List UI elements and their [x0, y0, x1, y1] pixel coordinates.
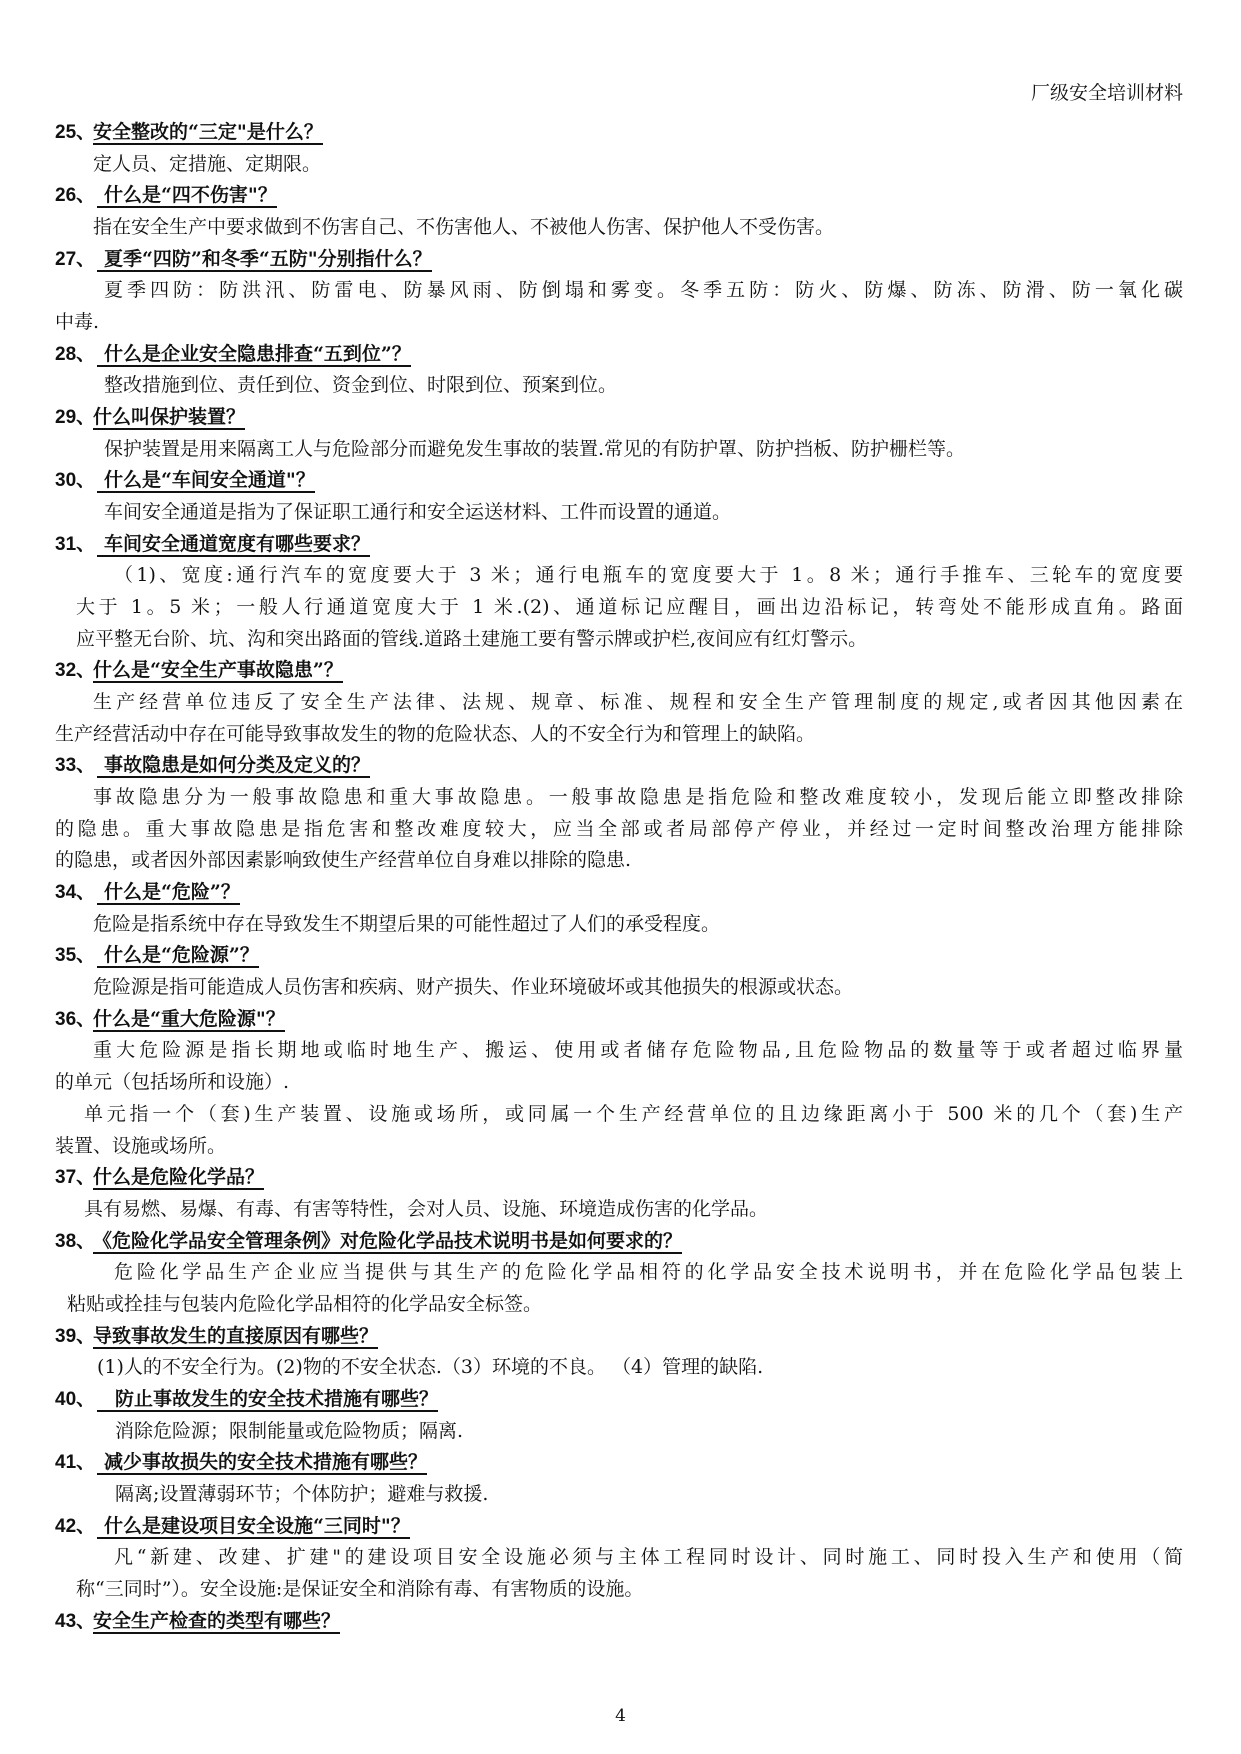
question-text: 什么是“四不伤害"？	[97, 184, 277, 208]
question-text: 减少事故损失的安全技术措施有哪些？	[97, 1451, 427, 1475]
qa-item-29	[0, 402, 1241, 465]
question-text: 夏季“四防”和冬季“五防"分别指什么？	[97, 248, 432, 272]
question-text: 什么是“危险”？	[97, 881, 240, 905]
question-line	[0, 244, 1241, 276]
answer-line: 危险化学品生产企业应当提供与其生产的危险化学品相符的化学品安全技术说明书，并在危险化学品包装上	[114, 1261, 1183, 1284]
answer-line: 称“三同时”）。安全设施:是保证安全和消除有毒、有害物质的设施。	[76, 1577, 644, 1600]
answer-line: 生产经营活动中存在可能导致事故发生的物的危险状态、人的不安全行为和管理上的缺陷。	[55, 722, 816, 745]
qa-item-36	[0, 1004, 1241, 1162]
question-text: 《危险化学品安全管理条例》对危险化学品技术说明书是如何要求的？	[93, 1229, 683, 1252]
question-line	[0, 1226, 1241, 1258]
question-number: 33、	[55, 755, 96, 777]
question-number: 40、	[55, 1388, 96, 1410]
question-number: 39、	[55, 1325, 96, 1347]
answer-line: 夏季四防：防洪汛、防雷电、防暴风雨、防倒塌和雾变。冬季五防：防火、防爆、防冻、防滑、防一氧化碳	[104, 279, 1183, 302]
qa-item-38	[0, 1226, 1241, 1321]
question-text: 防止事故发生的安全技术措施有哪些？	[97, 1388, 438, 1412]
answer-line: 凡“新建、改建、扩建"的建设项目安全设施必须与主体工程同时设计、同时施工、同时投入生产和使用（简	[114, 1546, 1183, 1569]
qa-item-35	[0, 940, 1241, 1003]
question-number: 37、	[55, 1167, 96, 1189]
question-number: 41、	[55, 1452, 96, 1474]
question-line	[0, 339, 1241, 371]
answer-line: 的隐患。重大事故隐患是指危害和整改难度较大，应当全部或者局部停产停业，并经过一定时间整改治理方能排除	[55, 817, 1183, 840]
question-line	[0, 940, 1241, 972]
answer-line: 危险是指系统中存在导致发生不期望后果的可能性超过了人们的承受程度。	[93, 912, 721, 935]
qa-item-40	[0, 1384, 1241, 1447]
question-line	[0, 1606, 1241, 1638]
qa-item-43	[0, 1606, 1241, 1638]
question-number: 27、	[55, 248, 96, 270]
qa-item-27	[0, 244, 1241, 339]
answer-line: 危险源是指可能造成人员伤害和疾病、财产损失、作业环境破坏或其他损失的根源或状态。	[93, 976, 854, 999]
answer-line: 定人员、定措施、定期限。	[93, 152, 322, 175]
qa-item-41	[0, 1447, 1241, 1510]
question-line	[0, 402, 1241, 434]
page-number: 4	[615, 1706, 626, 1726]
qa-list	[0, 117, 1241, 1637]
answer-line: 事故隐患分为一般事故隐患和重大事故隐患。一般事故隐患是指危险和整改难度较小，发现后能立即整改排除	[93, 786, 1183, 809]
qa-item-25	[0, 117, 1241, 180]
answer-line: 生产经营单位违反了安全生产法律、法规、规章、标准、规程和安全生产管理制度的规定,或者因其他因素在	[93, 691, 1183, 714]
qa-item-34	[0, 877, 1241, 940]
qa-item-32	[0, 655, 1241, 750]
answer-line: 消除危险源；限制能量或危险物质；隔离.	[115, 1419, 464, 1442]
question-line	[0, 877, 1241, 909]
answer-line: 隔离;设置薄弱环节；个体防护；避难与救援.	[115, 1482, 489, 1505]
question-number: 32、	[55, 660, 96, 682]
question-text: 车间安全通道宽度有哪些要求？	[97, 533, 370, 557]
question-line	[0, 655, 1241, 687]
question-number: 25、	[55, 122, 96, 143]
answer-line: 应平整无台阶、坑、沟和突出路面的管线.道路土建施工要有警示牌或护栏,夜间应有红灯警示。	[76, 627, 868, 650]
question-number: 35、	[55, 945, 96, 967]
question-line	[0, 1004, 1241, 1036]
answer-line: 车间安全通道是指为了保证职工通行和安全运送材料、工件而设置的通道。	[104, 501, 732, 524]
question-number: 42、	[55, 1515, 96, 1537]
question-line	[0, 1447, 1241, 1479]
answer-line: 整改措施到位、责任到位、资金到位、时限到位、预案到位。	[104, 374, 618, 397]
page-header-title: 厂级安全培训材料	[1030, 82, 1183, 104]
answer-line: 大于 1。5 米；一般人行通道宽度大于 1 米.(2)、通道标记应醒目，画出边沿标记，转弯处不能形成直角。路面	[76, 596, 1183, 619]
qa-item-33	[0, 750, 1241, 877]
question-number: 28、	[55, 343, 96, 365]
question-line	[0, 1511, 1241, 1543]
qa-item-42	[0, 1511, 1241, 1606]
question-text: 什么是建设项目安全设施“三同时"？	[97, 1515, 410, 1539]
question-line	[0, 750, 1241, 782]
answer-line: 中毒.	[55, 311, 100, 334]
question-line	[0, 117, 1241, 149]
answer-line: 具有易燃、易爆、有毒、有害等特性，会对人员、设施、环境造成伤害的化学品。	[84, 1197, 769, 1220]
question-text: 什么是“车间安全通道"？	[97, 469, 315, 493]
qa-item-31	[0, 529, 1241, 656]
question-text: 什么是“重大危险源"？	[93, 1007, 285, 1030]
question-text: 导致事故发生的直接原因有哪些？	[93, 1324, 379, 1347]
answer-line: (1)人的不安全行为。(2)物的不安全状态.（3）环境的不良。 （4）管理的缺陷.	[97, 1356, 764, 1379]
question-line	[0, 1321, 1241, 1353]
question-text: 什么是企业安全隐患排查“五到位”？	[97, 343, 411, 367]
qa-item-28	[0, 339, 1241, 402]
question-number: 30、	[55, 470, 96, 492]
question-line	[0, 529, 1241, 561]
qa-item-39	[0, 1321, 1241, 1384]
answer-line: 粘贴或拴挂与包装内危险化学品相符的化学品安全标签。	[67, 1292, 543, 1315]
question-text: 什么叫保护装置？	[93, 406, 246, 429]
answer-line: 的单元（包括场所和设施）.	[55, 1071, 290, 1094]
answer-line: 重大危险源是指长期地或临时地生产、搬运、使用或者储存危险物品,且危险物品的数量等于或者超过临界量	[93, 1039, 1183, 1062]
answer-line: （1)、宽度:通行汽车的宽度要大于 3 米；通行电瓶车的宽度要大于 1。8 米；通行手推车、三轮车的宽度要	[114, 564, 1183, 587]
answer-line: 装置、设施或场所。	[55, 1134, 227, 1157]
question-number: 29、	[55, 407, 96, 429]
question-number: 36、	[55, 1008, 96, 1030]
question-number: 34、	[55, 882, 96, 904]
answer-line: 保护装置是用来隔离工人与危险部分而避免发生事故的装置.常见的有防护罩、防护挡板、防护栅栏等。	[104, 437, 966, 460]
qa-item-37	[0, 1162, 1241, 1225]
question-number: 38、	[55, 1230, 96, 1252]
question-number: 26、	[55, 185, 96, 207]
question-text: 什么是危险化学品？	[93, 1166, 265, 1189]
question-line	[0, 180, 1241, 212]
qa-item-30	[0, 465, 1241, 528]
question-text: 什么是“安全生产事故隐患”？	[93, 659, 343, 682]
question-text: 安全生产检查的类型有哪些？	[93, 1609, 341, 1632]
question-text: 安全整改的“三定"是什么？	[93, 121, 323, 143]
question-number: 31、	[55, 533, 96, 555]
qa-item-26	[0, 180, 1241, 243]
question-line	[0, 1162, 1241, 1194]
answer-line: 的隐患，或者因外部因素影响致使生产经营单位自身难以排除的隐患.	[55, 849, 632, 872]
answer-line: 指在安全生产中要求做到不伤害自己、不伤害他人、不被他人伤害、保护他人不受伤害。	[93, 216, 835, 239]
question-line	[0, 465, 1241, 497]
question-text: 什么是“危险源”？	[97, 944, 259, 968]
question-text: 事故隐患是如何分类及定义的？	[97, 754, 370, 778]
question-number: 43、	[55, 1610, 96, 1632]
question-line	[0, 1384, 1241, 1416]
answer-line: 单元指一个（套)生产装置、设施或场所，或同属一个生产经营单位的且边缘距离小于 500 米的几个（套)生产	[84, 1102, 1183, 1125]
